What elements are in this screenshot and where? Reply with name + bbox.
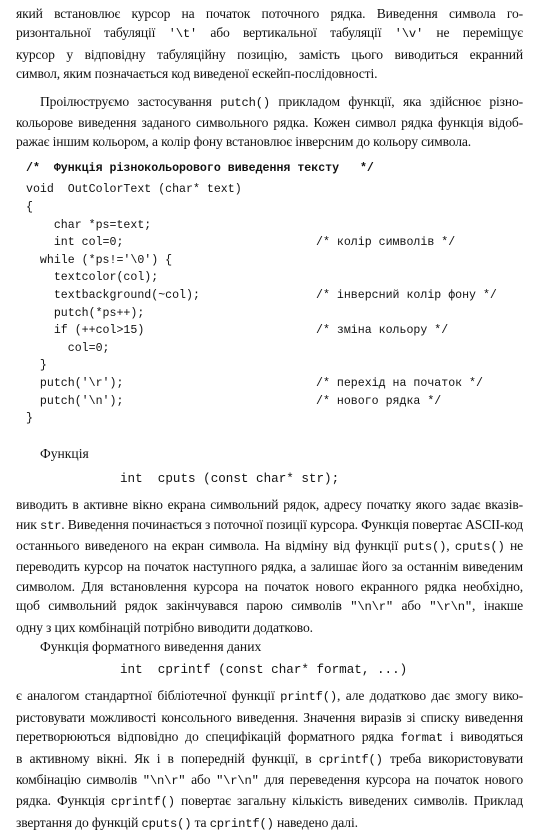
code-comment: /* перехід на початок */ [316, 376, 483, 390]
paragraph-escape-sequences [16, 4, 523, 84]
code-text: int col=0; [26, 236, 124, 250]
code-line [26, 357, 523, 375]
cprintf-declaration: int cprintf (const char* format, ...) [120, 663, 408, 678]
code-text: char *ps=text; [26, 218, 152, 232]
code-listing [26, 160, 523, 428]
code-line [26, 410, 523, 428]
code-line [26, 217, 523, 235]
text-line: щоб символьний рядок закінчувався парою символів "\n\r" або "\r\n", інакше [16, 598, 523, 615]
code-text: putch('\r'); [26, 376, 124, 390]
text-line: Проілюструємо застосування putch() прикладом функції, яка здійснює різно- [40, 93, 523, 110]
text-line: символом. Для встановлення курсора на початок нового екранного рядка необхідно, [16, 578, 523, 594]
code-text: } [26, 359, 47, 373]
text-line: звертання до функцій cputs() та cprintf() наведено далі. [16, 814, 358, 831]
text-line: символ, яким позначається код виведеної ескейп-послідовності. [16, 66, 378, 82]
code-comment: /* нового рядка */ [316, 394, 442, 408]
code-line [26, 375, 523, 393]
text-line: комбінацію символів "\n\r" або "\r\n" для переведення курсора на початок нового [16, 772, 523, 789]
text-line: ристовувати можливості консольного виведення. Значення виразів зі списку виведення [16, 709, 523, 725]
code-line [26, 393, 523, 411]
code-comment: /* колір символів */ [316, 236, 456, 250]
code-text: while (*ps!='\0') { [26, 253, 173, 267]
code-line [26, 199, 523, 217]
text-line: ризонтальної табуляції '\t' або вертикальної табуляції '\v' не переміщує [16, 25, 523, 42]
paragraph-cputs [16, 495, 523, 637]
text-line: який встановлює курсор на початок поточного рядка. Виведення символа го- [16, 6, 523, 21]
text-line: є аналогом стандартної бібліотечної функції printf(), але додатково дає змогу вико- [16, 688, 523, 705]
text-line: кольорове виведення заданого символьного рядка. Кожен символ рядка функція відоб- [16, 115, 523, 131]
paragraph-cprintf [16, 686, 523, 834]
text-line: виводить в активне вікно екрана символьний рядок, адресу початку якого задає вказів- [16, 497, 523, 513]
code-text: /* Функція різнокольорового виведення тексту */ [26, 161, 374, 175]
code-comment: /* інверсний колір фону */ [316, 289, 497, 302]
code-text: textbackground(~col); [26, 289, 200, 302]
code-text: putch(*ps++); [26, 306, 145, 320]
text-line: ражає іншим кольором, а колір фону встановлює інверсним до кольору символа. [16, 134, 471, 150]
text-line: рядка. Функція cprintf() повертає загальну кількість виведених символів. Приклад [16, 793, 523, 810]
text-line: в активному вікні. Як і в попередній функції, в cprintf() треба використовувати [16, 750, 523, 767]
cputs-declaration: int cputs (const char* str); [120, 472, 340, 487]
text-line: перетворюються відповідно до специфікацій форматного рядка format і виводяться [16, 729, 523, 746]
code-line [26, 269, 523, 287]
code-line [26, 181, 523, 199]
text-line: останнього виведеного на екран символа. На відміну від функції puts(), cputs() не [16, 537, 524, 554]
text-line: ник str. Виведення починається з поточної позиції курсора. Функція повертає ASCII-код [16, 516, 524, 533]
text-line: переводить курсор на початок наступного рядка, а залишає його за останнім виведеним [16, 559, 523, 575]
code-text: if (++col>15) [26, 324, 145, 338]
code-comment: /* зміна кольору */ [316, 324, 449, 338]
cprintf-label: Функція форматного виведення даних [40, 639, 262, 654]
code-line [26, 322, 523, 340]
code-line [26, 340, 523, 358]
code-text: { [26, 201, 33, 215]
code-line [26, 234, 523, 252]
code-line [26, 305, 523, 323]
code-text: void OutColorText (char* text) [26, 183, 242, 197]
code-line [26, 160, 523, 178]
cputs-label: Функція [40, 445, 89, 461]
text-line: курсор у відповідну табуляційну позицію, замість цього виводиться екранний [16, 46, 523, 62]
code-text: } [26, 412, 33, 426]
code-line [26, 287, 523, 305]
code-line [26, 252, 523, 270]
code-text: textcolor(col); [26, 271, 159, 285]
paragraph-putch-intro [16, 92, 523, 152]
text-line: одну з цих комбінацій потрібно виводити додатково. [16, 619, 313, 635]
code-text: putch('\n'); [26, 394, 124, 408]
code-text: col=0; [26, 341, 110, 355]
